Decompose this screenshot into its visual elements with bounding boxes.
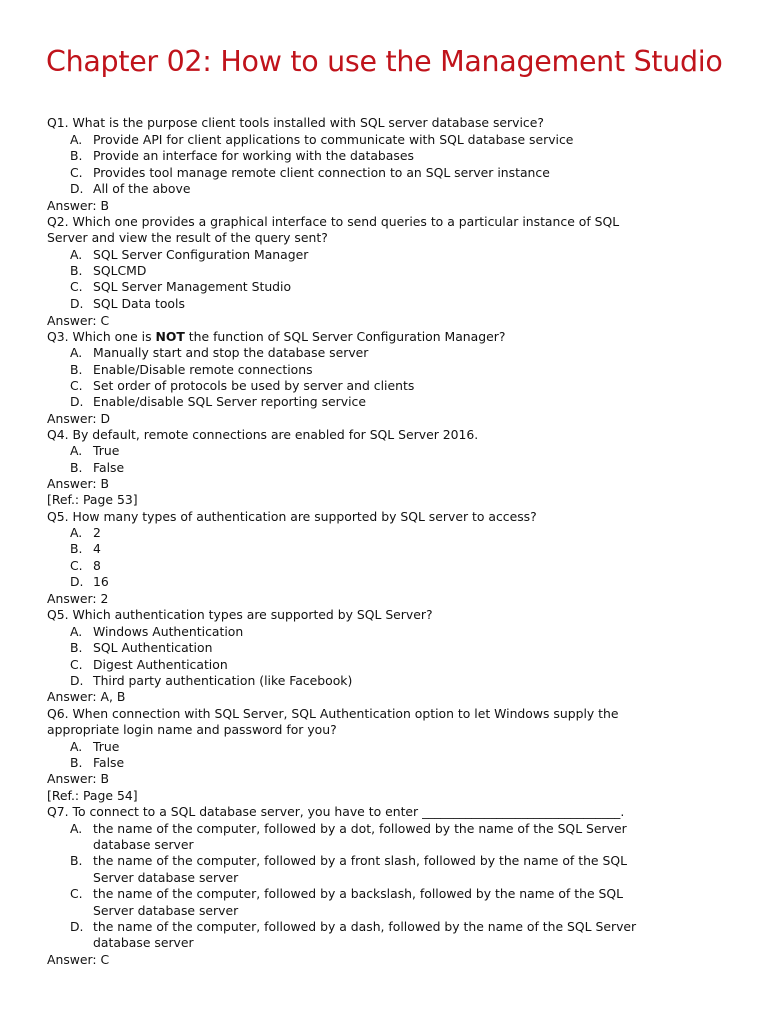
q2-option-d	[70, 296, 185, 312]
option-letter: B.	[70, 755, 83, 770]
q5b-option-a	[70, 624, 243, 640]
option-letter: C.	[70, 657, 83, 672]
question-6-line-2: appropriate login name and password for you?	[47, 722, 337, 737]
option-letter: D.	[70, 394, 84, 409]
option-text: 2	[93, 525, 101, 540]
q6-reference: [Ref.: Page 54]	[47, 788, 138, 803]
question-3-emphasis: NOT	[155, 329, 185, 344]
option-letter: B.	[70, 640, 83, 655]
q5a-answer: Answer: 2	[47, 591, 109, 606]
q2-option-b	[70, 263, 146, 279]
option-letter: A.	[70, 821, 83, 836]
option-letter: D.	[70, 296, 84, 311]
option-letter: B.	[70, 541, 83, 556]
q4-reference: [Ref.: Page 53]	[47, 492, 138, 507]
q3-answer: Answer: D	[47, 411, 111, 426]
q5a-option-b	[70, 541, 101, 557]
option-letter: A.	[70, 525, 83, 540]
question-4: Q4. By default, remote connections are enabled for SQL Server 2016.	[47, 427, 479, 442]
option-text: Set order of protocols be used by server and clients	[93, 378, 415, 393]
question-5b: Q5. Which authentication types are supported by SQL Server?	[47, 607, 433, 622]
option-letter: C.	[70, 378, 83, 393]
option-text: Enable/disable SQL Server reporting service	[93, 394, 366, 409]
q5b-option-b	[70, 640, 212, 656]
q7-option-b-continued: Server database server	[93, 870, 239, 885]
option-letter: B.	[70, 853, 83, 868]
q3-option-d	[70, 394, 366, 410]
q1-option-b	[70, 148, 414, 164]
option-text: Provide API for client applications to communicate with SQL database service	[93, 132, 574, 147]
q6-option-a	[70, 739, 119, 755]
option-letter: A.	[70, 624, 83, 639]
q7-option-a	[70, 821, 627, 837]
q5a-option-c	[70, 558, 101, 574]
q2-option-c	[70, 279, 291, 295]
option-text: Enable/Disable remote connections	[93, 362, 313, 377]
option-text: Manually start and stop the database server	[93, 345, 369, 360]
q3-option-c	[70, 378, 414, 394]
option-letter: D.	[70, 673, 84, 688]
option-text: SQL Data tools	[93, 296, 185, 311]
option-text: 8	[93, 558, 101, 573]
option-text: SQL Authentication	[93, 640, 213, 655]
question-6-line-1: Q6. When connection with SQL Server, SQL Authentication option to let Windows supply the	[47, 706, 619, 721]
q1-option-a	[70, 132, 573, 148]
option-text: 16	[93, 574, 109, 589]
q5a-option-a	[70, 525, 101, 541]
q4-option-a	[70, 443, 119, 459]
question-2-line-2: Server and view the result of the query sent?	[47, 230, 328, 245]
option-text: the name of the computer, followed by a dash, followed by the name of the SQL Server	[93, 919, 637, 934]
option-text: the name of the computer, followed by a front slash, followed by the name of the SQL	[93, 853, 628, 868]
q6-option-b	[70, 755, 124, 771]
option-letter: D.	[70, 919, 84, 934]
q4-answer: Answer: B	[47, 476, 110, 491]
option-text: Provide an interface for working with the databases	[93, 148, 414, 163]
option-letter: C.	[70, 165, 83, 180]
option-letter: A.	[70, 247, 83, 262]
option-letter: D.	[70, 181, 84, 196]
option-text: All of the above	[93, 181, 191, 196]
q5b-option-c	[70, 657, 228, 673]
option-text: 4	[93, 541, 101, 556]
option-text: SQL Server Management Studio	[93, 279, 292, 294]
option-text: SQLCMD	[93, 263, 147, 278]
option-text: the name of the computer, followed by a backslash, followed by the name of the SQL	[93, 886, 624, 901]
q7-option-c	[70, 886, 623, 902]
q2-option-a	[70, 247, 308, 263]
q7-option-d	[70, 919, 636, 935]
q1-answer: Answer: B	[47, 198, 110, 213]
question-3	[47, 329, 505, 345]
q7-option-d-continued: database server	[93, 935, 194, 950]
question-7: Q7. To connect to a SQL database server, you have to enter ________________________________.	[47, 804, 625, 819]
question-3-post: the function of SQL Server Configuration Manager?	[184, 329, 506, 344]
option-letter: A.	[70, 739, 83, 754]
option-text: True	[93, 739, 120, 754]
q5b-option-d	[70, 673, 352, 689]
option-text: False	[93, 460, 125, 475]
question-5a: Q5. How many types of authentication are supported by SQL server to access?	[47, 509, 537, 524]
q3-option-a	[70, 345, 368, 361]
q3-option-b	[70, 362, 313, 378]
q4-option-b	[70, 460, 124, 476]
q2-answer: Answer: C	[47, 313, 110, 328]
q7-option-b	[70, 853, 627, 869]
option-text: True	[93, 443, 120, 458]
q6-answer: Answer: B	[47, 771, 110, 786]
chapter-title: Chapter 02: How to use the Management Studio	[46, 45, 723, 78]
option-text: Provides tool manage remote client connection to an SQL server instance	[93, 165, 550, 180]
option-letter: A.	[70, 443, 83, 458]
q5b-answer: Answer: A, B	[47, 689, 126, 704]
option-letter: B.	[70, 362, 83, 377]
option-letter: C.	[70, 886, 83, 901]
option-text: SQL Server Configuration Manager	[93, 247, 309, 262]
option-letter: C.	[70, 558, 83, 573]
option-letter: C.	[70, 279, 83, 294]
q7-option-a-continued: database server	[93, 837, 194, 852]
option-letter: B.	[70, 263, 83, 278]
question-1: Q1. What is the purpose client tools installed with SQL server database service?	[47, 115, 544, 130]
option-letter: B.	[70, 460, 83, 475]
q1-option-d	[70, 181, 190, 197]
q5a-option-d	[70, 574, 109, 590]
option-text: Windows Authentication	[93, 624, 244, 639]
option-letter: A.	[70, 345, 83, 360]
option-text: False	[93, 755, 125, 770]
option-letter: D.	[70, 574, 84, 589]
option-text: Third party authentication (like Facebook)	[93, 673, 353, 688]
question-2-line-1: Q2. Which one provides a graphical interface to send queries to a particular instance of SQL	[47, 214, 620, 229]
q7-answer: Answer: C	[47, 952, 110, 967]
option-text: the name of the computer, followed by a dot, followed by the name of the SQL Server	[93, 821, 627, 836]
question-3-pre: Q3. Which one is	[47, 329, 156, 344]
q7-option-c-continued: Server database server	[93, 903, 239, 918]
option-letter: B.	[70, 148, 83, 163]
option-letter: A.	[70, 132, 83, 147]
q1-option-c	[70, 165, 550, 181]
option-text: Digest Authentication	[93, 657, 228, 672]
